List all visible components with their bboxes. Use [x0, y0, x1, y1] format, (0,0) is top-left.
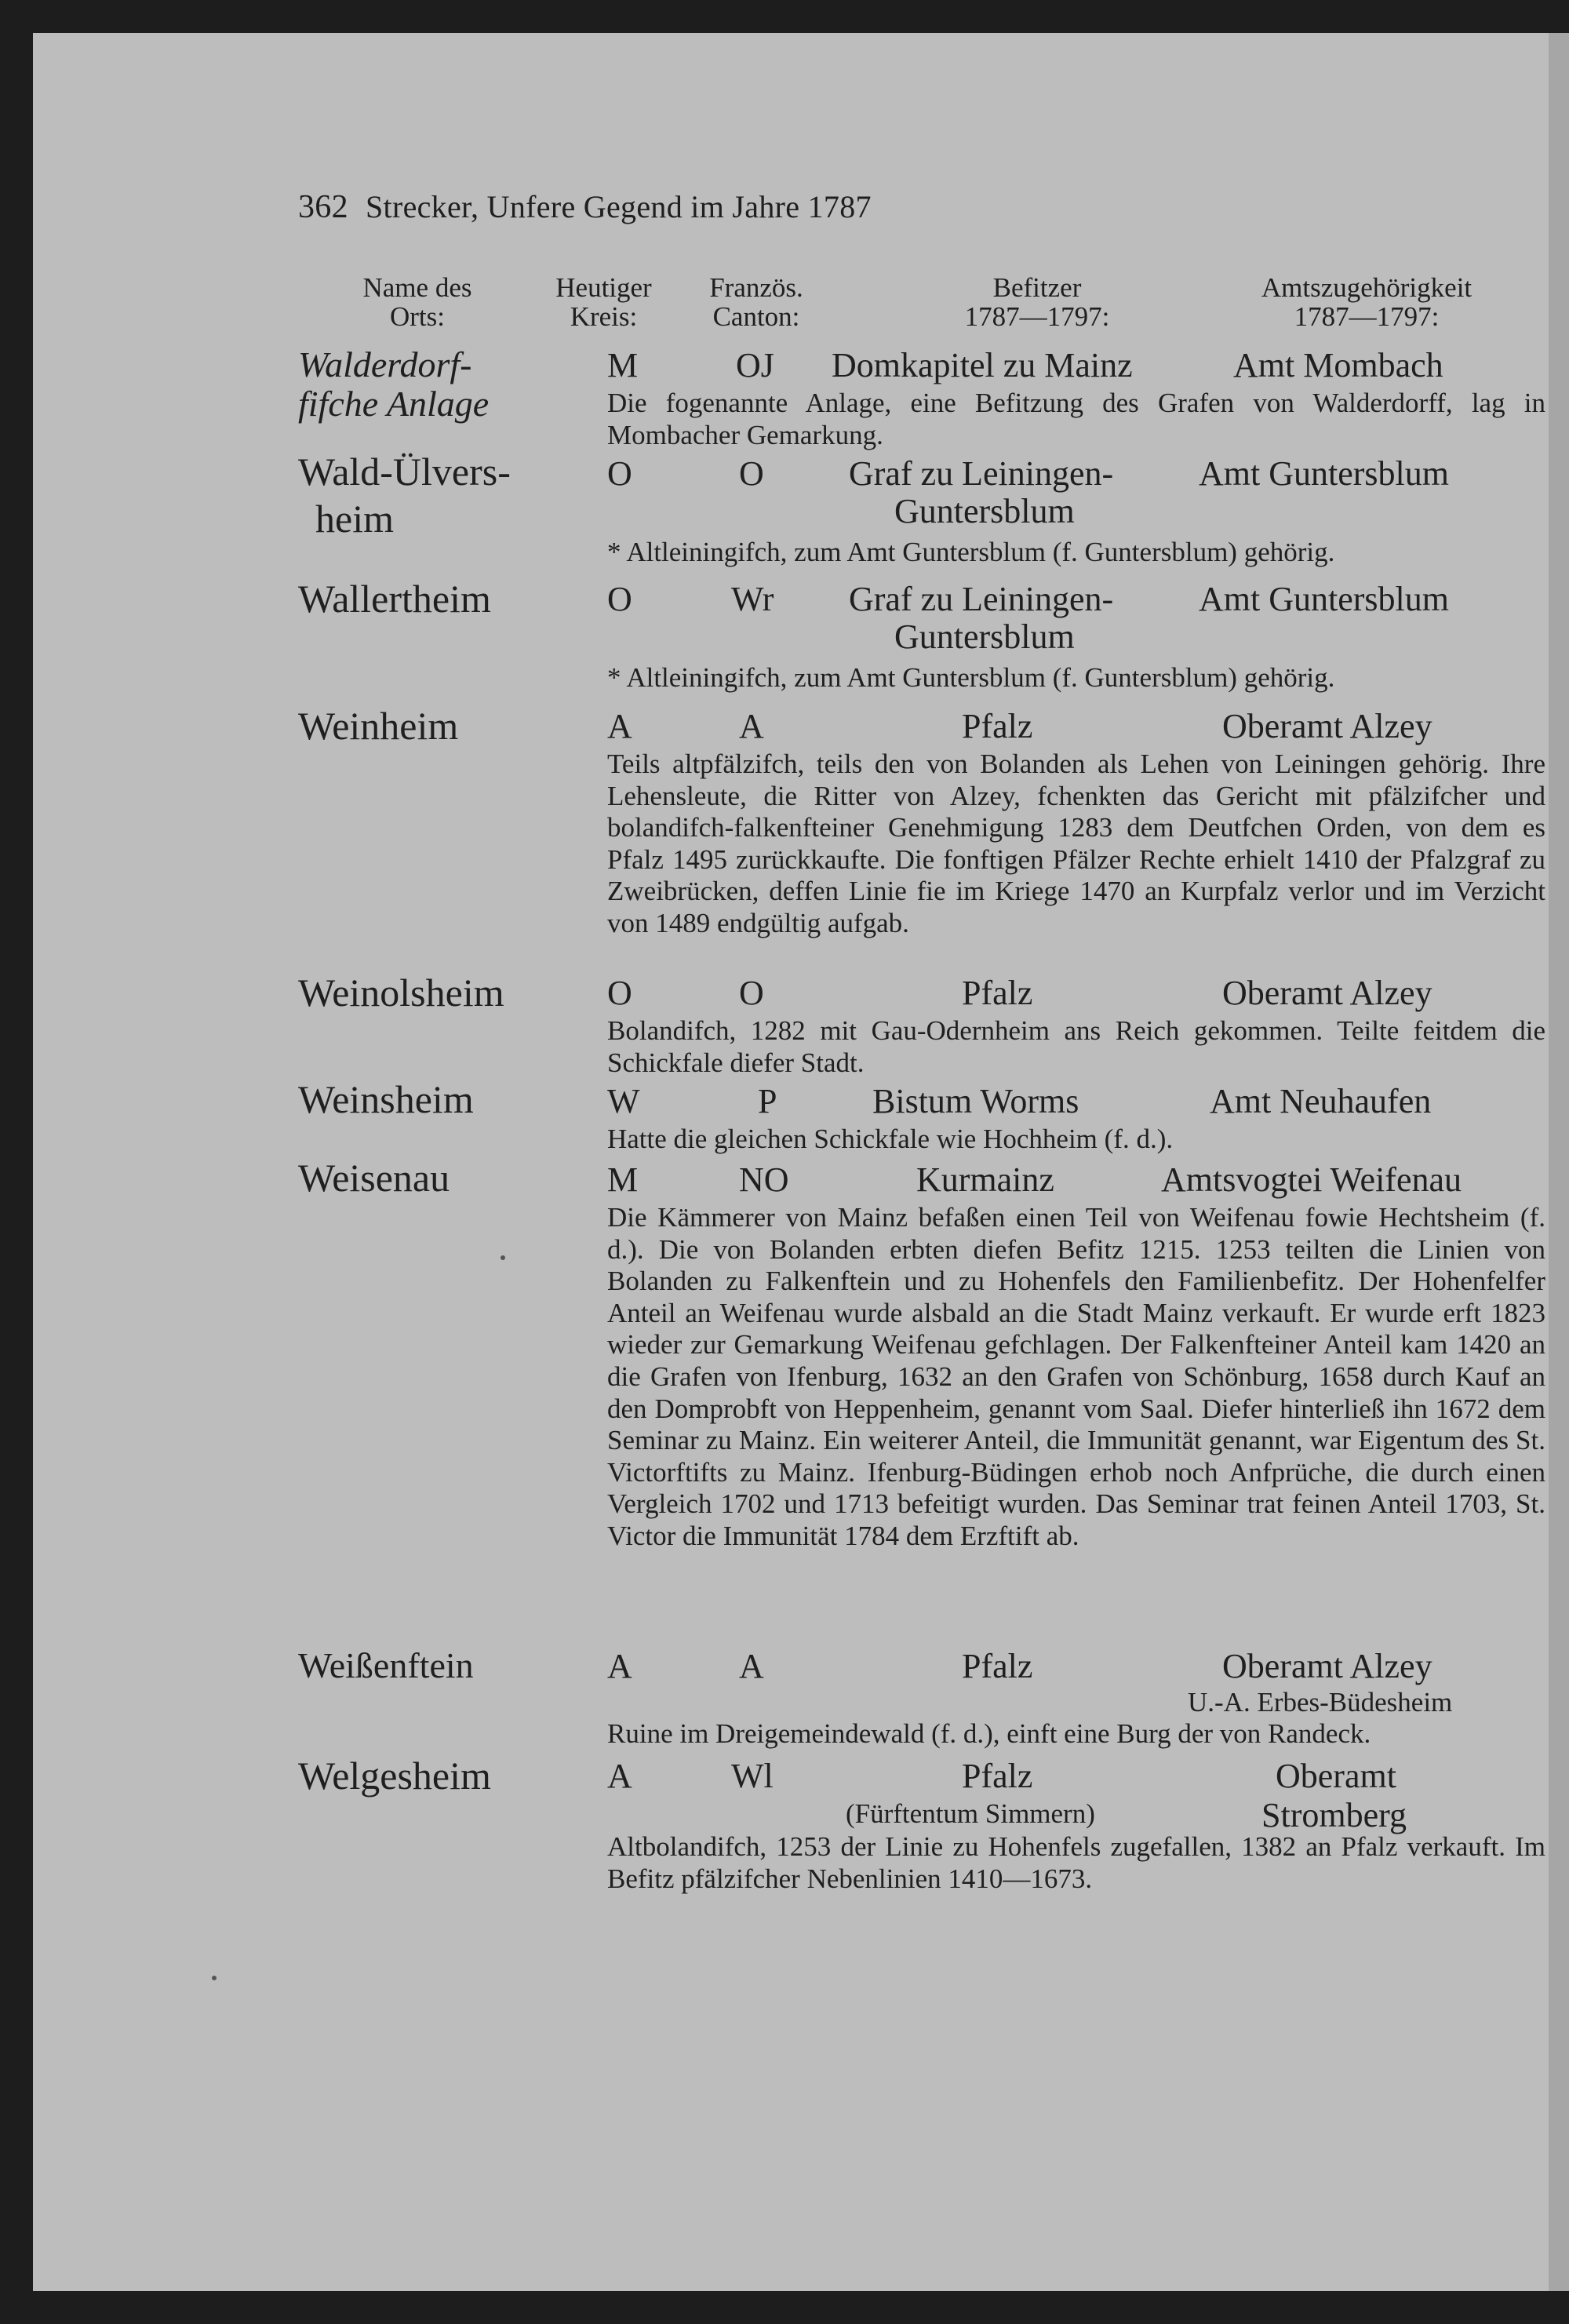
owner: Kurmainz	[916, 1160, 1054, 1199]
canton-code: OJ	[736, 346, 774, 384]
owner: Graf zu Leiningen-	[849, 454, 1114, 493]
owner: Domkapitel zu Mainz	[832, 346, 1133, 384]
place-name: Weinheim	[298, 704, 459, 748]
office-cont: Stromberg	[1261, 1796, 1407, 1834]
office: Oberamt Alzey	[1222, 707, 1432, 745]
place-name-cont: fifche Anlage	[298, 384, 490, 424]
place-name: Weisenau	[298, 1156, 450, 1200]
office: Amt Mombach	[1233, 346, 1443, 384]
page-gutter-shadow	[1549, 33, 1569, 2291]
entry-note: Teils altpfälzifch, teils den von Bolanden als Lehen von Leiningen gehörig. Ihre Lehensleute, die Ritter von Alzey, fchenkten das Gericht mit pfälzifcher und bolandifch-falkenfteiner Genehmigung 1283 dem Deutfchen Orden, von dem es Pfalz 1495 zurückkaufte. Die fonftigen Pfälzer Rechte erhielt 1410 der Pfalzgraf zu Zweibrücken, deffen Linie fie im Kriege 1470 an Kurpfalz verlor und im Verzicht von 1489 endgültig aufgab.	[607, 749, 1545, 938]
col-head-kreis: Heutiger Kreis:	[555, 272, 652, 332]
entry-note: Die fogenannte Anlage, eine Befitzung des Grafen von Walderdorff, lag in Mombacher Gemarkung.	[607, 388, 1545, 450]
owner: Pfalz	[962, 1757, 1033, 1795]
owner-cont: Guntersblum	[894, 617, 1075, 656]
owner-cont: Guntersblum	[894, 492, 1075, 530]
entry-note: Die Kämmerer von Mainz befaßen einen Teil von Weifenau fowie Hechtsheim (f. d.). Die von Bolanden erbten diefen Befitz 1215. 1253 teilten die Linien von Bolanden zu Falkenftein und zu Hohenfels den Familienbefitz. Der Hohenfelfer Anteil an Weifenau wurde alsbald an die Stadt Mainz verkauft. Er wurde erft 1823 wieder zur Gemarkung Weifenau gefchlagen. Der Falkenfteiner Anteil kam 1420 an die Grafen von Ifenburg, 1632 an den Grafen von Schönburg, 1658 durch Kauf an den Domprobft von Heppenheim, genannt vom Saal. Diefer hinterließ ihn 1672 dem Seminar zu Mainz. Ein weiterer Anteil, die Immunität genannt, war Eigentum des St. Victorftifts zu Mainz. Ifenburg-Büdingen erhob noch Anfprüche, die durch einen Vergleich 1702 und 1713 befeitigt wurden. Das Seminar trat feinen Anteil 1703, St. Victor die Immunität 1784 dem Erzftift ab.	[607, 1202, 1545, 1551]
kreis-code: O	[607, 580, 632, 618]
place-name: Wald-Ülvers-	[298, 450, 511, 494]
entry-note: * Altleiningifch, zum Amt Guntersblum (f. Guntersblum) gehörig.	[607, 662, 1335, 693]
running-header	[298, 188, 872, 226]
kreis-code: O	[607, 454, 632, 493]
kreis-code: A	[607, 1757, 632, 1795]
kreis-code: O	[607, 974, 632, 1012]
col-head-canton: Französ. Canton:	[709, 272, 803, 332]
kreis-code: A	[607, 707, 632, 745]
office: Amt Guntersblum	[1199, 580, 1449, 618]
office: Amt Neuhaufen	[1210, 1082, 1432, 1120]
office: Oberamt Alzey	[1222, 1647, 1432, 1685]
page-number: 362	[298, 189, 348, 225]
place-name: Weinolsheim	[298, 971, 504, 1014]
owner-sub: (Fürftentum Simmern)	[846, 1798, 1095, 1829]
place-name-cont: heim	[315, 497, 394, 541]
owner: Pfalz	[962, 974, 1033, 1012]
col-head-owner: Befitzer 1787—1797:	[964, 272, 1110, 332]
owner: Pfalz	[962, 1647, 1033, 1685]
kreis-code: M	[607, 346, 639, 384]
entry-note: Altbolandifch, 1253 der Linie zu Hohenfels zugefallen, 1382 an Pfalz verkauft. Im Befitz pfälzifcher Nebenlinien 1410—1673.	[607, 1831, 1545, 1894]
entry-note: Bolandifch, 1282 mit Gau-Odernheim ans Reich gekommen. Teilte feitdem die Schickfale diefer Stadt.	[607, 1015, 1545, 1078]
col-head-office: Amtszugehörigkeit 1787—1797:	[1261, 272, 1473, 332]
running-title: Strecker, Unfere Gegend im Jahre 1787	[366, 189, 872, 224]
entry-note: Hatte die gleichen Schickfale wie Hochheim (f. d.).	[607, 1124, 1174, 1154]
kreis-code: W	[607, 1082, 640, 1120]
canton-code: Wl	[731, 1757, 774, 1795]
owner: Pfalz	[962, 707, 1033, 745]
place-name: Walderdorf-	[298, 344, 472, 384]
owner: Bistum Worms	[872, 1082, 1079, 1120]
book-page	[33, 33, 1569, 2291]
canton-code: O	[739, 974, 764, 1012]
place-name: Welgesheim	[298, 1754, 491, 1798]
entry-note: Ruine im Dreigemeindewald (f. d.), einft eine Burg der von Randeck.	[607, 1718, 1371, 1749]
office-sub: U.-A. Erbes-Büdesheim	[1188, 1687, 1453, 1718]
kreis-code: M	[607, 1160, 639, 1199]
office: Oberamt Alzey	[1222, 974, 1432, 1012]
place-name: Weinsheim	[298, 1077, 474, 1121]
office: Oberamt	[1276, 1757, 1396, 1795]
scan-speck	[212, 1976, 217, 1980]
kreis-code: A	[607, 1647, 632, 1685]
scan-speck	[501, 1255, 505, 1260]
canton-code: A	[739, 1647, 764, 1685]
place-name: Weißenftein	[298, 1645, 474, 1685]
canton-code: Wr	[731, 580, 774, 618]
canton-code: NO	[739, 1160, 789, 1199]
canton-code: O	[739, 454, 764, 493]
canton-code: P	[758, 1082, 777, 1120]
office: Amt Guntersblum	[1199, 454, 1449, 493]
entry-note: * Altleiningifch, zum Amt Guntersblum (f. Guntersblum) gehörig.	[607, 537, 1335, 567]
canton-code: A	[739, 707, 764, 745]
office: Amtsvogtei Weifenau	[1161, 1160, 1462, 1199]
col-head-name: Name des Orts:	[362, 272, 472, 332]
place-name: Wallertheim	[298, 577, 491, 621]
owner: Graf zu Leiningen-	[849, 580, 1114, 618]
